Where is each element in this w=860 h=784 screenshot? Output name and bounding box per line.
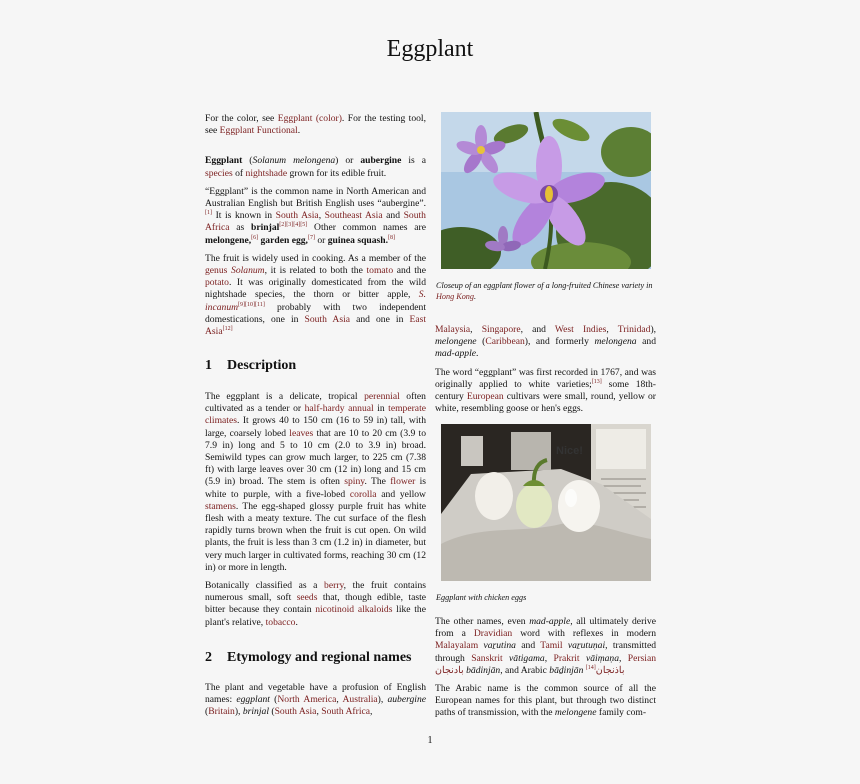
citation[interactable]: [7] <box>307 234 315 241</box>
text: , <box>318 210 325 222</box>
link-dravidian[interactable]: Dravidian <box>473 628 513 640</box>
text: ), and formerly <box>524 336 595 348</box>
description-block <box>205 391 426 635</box>
text: Other common names are <box>307 222 426 234</box>
text: is white to purple, with a five-lobed <box>205 476 426 500</box>
link-australia[interactable]: Australia <box>342 694 378 706</box>
persian-script: بادنجان <box>435 664 464 676</box>
text: like the plant's relative, <box>205 604 426 628</box>
text: and the <box>393 265 426 277</box>
bold-term: brinjal <box>251 222 280 234</box>
hatnote-text: . <box>297 125 301 137</box>
text: in <box>373 403 389 415</box>
text: , it is related to both the <box>264 265 367 277</box>
lead-paragraph-1 <box>205 155 426 179</box>
citation[interactable]: [1] <box>205 210 212 217</box>
link-south-africa[interactable]: South Africa <box>321 706 370 718</box>
eggplant-flower-image <box>441 112 651 269</box>
section-title: Description <box>227 358 297 373</box>
text: that are 10 to 20 cm (3.9 to 7.9 in) long and 5 to 10 cm (2.0 to 3.9 in) broad. Semiwild types can grow much larger, to 225 cm (7.38 ft) with large leaves over 30 cm (12 in) long and 15 cm (5.9 in) broad. The stem is often <box>205 427 426 488</box>
link-eggplant-functional[interactable]: Eggplant Functional <box>219 125 298 137</box>
link-hong-kong[interactable]: Hong Kong <box>436 292 474 301</box>
text: , <box>606 324 618 335</box>
flower-picture <box>441 112 651 269</box>
arabic-script: باذنجان <box>595 664 625 676</box>
link-spiny[interactable]: spiny <box>344 476 365 488</box>
bold-term: guinea squash. <box>327 234 389 246</box>
italic-term: vaṟutuṇai <box>567 640 606 652</box>
hatnote-text: For the color, see <box>205 113 278 124</box>
lead-paragraph-3 <box>205 253 426 338</box>
link-tamil[interactable]: Tamil <box>540 640 563 652</box>
link-nightshade[interactable]: nightshade <box>245 167 288 179</box>
link-tomato[interactable]: tomato <box>366 265 394 277</box>
text: Botanically classified as a <box>205 580 325 592</box>
link-eggplant-color[interactable]: Eggplant (color) <box>277 113 342 124</box>
citation[interactable]: [6] <box>251 234 259 241</box>
link-flower[interactable]: flower <box>390 476 416 488</box>
text: and <box>636 336 656 348</box>
link-south-africa[interactable]: South Africa <box>205 210 426 234</box>
text: , the fruit contains numerous small, soft <box>205 580 426 604</box>
bold-term: melongene, <box>205 234 252 246</box>
link-malaysia[interactable]: Malaysia <box>435 324 471 335</box>
text: word with reflexes in modern <box>512 628 656 640</box>
lead-paragraph-2 <box>205 186 426 247</box>
link-tobacco[interactable]: tobacco <box>265 616 296 628</box>
link-south-asia[interactable]: South Asia <box>304 313 351 325</box>
text: , and Arabic <box>500 664 550 676</box>
text: ( <box>242 155 253 167</box>
text: that, though edible, taste bitter because they contain <box>205 592 427 616</box>
text: as <box>229 222 252 234</box>
italic-term: brinjal <box>242 706 269 718</box>
link-prakrit[interactable]: Prakrit <box>553 652 580 664</box>
italic-term: eggplant <box>236 694 270 706</box>
bold-term: garden egg, <box>258 234 308 246</box>
link-malayalam[interactable]: Malayalam <box>435 640 479 652</box>
italic-term: vātigama <box>509 652 545 664</box>
link-perennial[interactable]: perennial <box>364 391 400 402</box>
text: , <box>619 652 628 664</box>
text: probably with two independent domestications, one in <box>205 301 426 325</box>
description-paragraph-1 <box>205 391 426 574</box>
text: , and <box>520 324 555 335</box>
italic-term: bādinjān <box>466 664 501 676</box>
citation[interactable]: [8] <box>388 234 396 241</box>
etymology-block <box>205 682 426 725</box>
right-paragraph-2 <box>435 367 656 416</box>
link-potato[interactable]: potato <box>205 277 229 289</box>
text: The plant and vegetable have a profusion of English names: <box>205 682 426 706</box>
section-heading-description <box>205 358 296 374</box>
bold-term: Eggplant <box>205 155 243 167</box>
figure-caption-eggs: Eggplant with chicken eggs <box>436 593 527 602</box>
text: . It was originally domesticated from the wild nightshade species, the thorn or bitter apple, <box>205 277 426 301</box>
bold-term: aubergine <box>360 155 402 167</box>
text: ( <box>268 706 275 718</box>
right-paragraph-3 <box>435 616 656 677</box>
text: The fruit is widely used in cooking. As a member of the <box>205 252 426 264</box>
egg-box-text: Nice! <box>556 445 583 457</box>
link-east-asia[interactable]: East Asia <box>205 313 426 338</box>
link-west-indies[interactable]: West Indies <box>554 324 607 335</box>
page-title: Eggplant <box>386 36 474 62</box>
eggplant-eggs-image <box>441 424 651 581</box>
text: , transmitted through <box>435 640 657 664</box>
text: , <box>336 694 343 706</box>
page-number: 1 <box>427 735 433 746</box>
citation[interactable]: [2][3][4][5] <box>279 222 308 229</box>
text: ), <box>377 694 388 706</box>
text: “Eggplant” is the common name in North American and Australian English but British English uses “aubergine”. <box>205 185 426 210</box>
right-paragraph-1 <box>435 324 656 361</box>
text: some 18th-century <box>435 378 656 403</box>
text: or <box>314 234 328 246</box>
link-singapore[interactable]: Singapore <box>481 324 521 335</box>
link-half-hardy-annual[interactable]: half-hardy annual <box>304 403 374 415</box>
text: grown for its edible fruit. <box>287 167 387 179</box>
text: , <box>316 706 322 718</box>
text: . The egg-shaped glossy purple fruit has white flesh with a meaty texture. The cut surface of the flesh rapidly turns brown when the fruit is cut open. On wild plants, the fruit is less than 3 cm (1.2 in) in diameter, but very much larger in cultivated forms, reaching 30 cm (12 in) or more in length. <box>205 500 426 573</box>
link-solanum[interactable]: Solanum <box>231 265 265 277</box>
link-species[interactable]: species <box>205 167 233 179</box>
text: , <box>544 652 554 664</box>
link-leaves[interactable]: leaves <box>289 427 314 439</box>
text: . The <box>364 476 391 488</box>
section-heading-etymology <box>205 650 411 666</box>
eggs-picture <box>441 424 651 581</box>
italic-term: mad-apple <box>529 616 571 627</box>
caption-text: . <box>473 292 477 301</box>
citation[interactable]: [13] <box>591 378 602 385</box>
italic-term: melongena <box>594 336 637 348</box>
text: family com- <box>596 707 647 719</box>
link-britain[interactable]: Britain <box>208 706 235 718</box>
link-stamens[interactable]: stamens <box>205 500 236 512</box>
italic-term: melongene <box>435 336 477 348</box>
text: ) or <box>335 155 361 167</box>
italic-term: bāḏinjān <box>549 664 584 676</box>
hatnote-text: . For the testing tool, see <box>205 113 426 137</box>
text: and <box>515 640 541 652</box>
italic-term: mad-apple <box>435 348 477 360</box>
text: ( <box>269 694 278 706</box>
right-column-top <box>435 324 656 421</box>
link-caribbean[interactable]: Caribbean <box>485 336 525 348</box>
link-temperate-climates[interactable]: temperate climates <box>205 403 426 427</box>
text: . <box>295 616 298 628</box>
right-column-bottom <box>435 616 656 726</box>
text: The Arabic name is the common source of all the European names for this plant, but through two distinct paths of transmission, with the <box>435 683 656 719</box>
text: , all ultimately derive from a <box>435 616 656 640</box>
section-number: 1 <box>205 358 212 373</box>
citation[interactable]: [12] <box>222 325 233 332</box>
hatnote <box>205 113 426 137</box>
left-column <box>205 113 426 344</box>
caption-text: Closeup of an eggplant flower of a long-fruited Chinese variety in <box>436 281 653 290</box>
text: and one in <box>350 313 410 325</box>
text: , <box>470 324 482 335</box>
link-european[interactable]: European <box>466 391 504 403</box>
link-corolla[interactable]: corolla <box>349 488 377 500</box>
text: ( <box>476 336 486 348</box>
text: ), <box>650 324 657 335</box>
text: and yellow <box>376 488 426 500</box>
text: cultivars were small, round, yellow or white, resembling goose or hen's eggs. <box>435 391 656 415</box>
italic-term: vāiṃaṇa <box>585 652 620 664</box>
text: The eggplant is a delicate, tropical <box>205 391 365 402</box>
text: . It grows 40 to 150 cm (16 to 59 in) tall, with large, coarsely lobed <box>205 415 426 439</box>
description-paragraph-2 <box>205 580 426 629</box>
italic-term: vaṟutina <box>483 640 516 652</box>
text: and <box>382 210 404 222</box>
right-paragraph-4 <box>435 683 656 720</box>
text: , <box>370 706 373 718</box>
section-title: Etymology and regional names <box>227 650 412 665</box>
text: It is known in <box>212 210 276 222</box>
text: of <box>232 167 246 179</box>
link-berry[interactable]: berry <box>324 580 344 592</box>
link-s-incanum[interactable]: S. incanum <box>205 289 426 313</box>
link-trinidad[interactable]: Trinidad <box>617 324 651 335</box>
text: ), <box>234 706 243 718</box>
link-persian[interactable]: Persian <box>627 652 657 664</box>
link-genus[interactable]: genus <box>205 265 228 277</box>
link-nicotinoid-alkaloids[interactable]: nicotinoid alkaloids <box>315 604 393 616</box>
text: often cultivated as a tender or <box>205 391 426 415</box>
italic-term: aubergine <box>387 694 426 706</box>
italic-term: melongene <box>554 707 597 719</box>
text: The other names, even <box>435 616 530 627</box>
italic-term: Solanum melongena <box>252 155 336 167</box>
link-sanskrit[interactable]: Sanskrit <box>471 652 503 664</box>
link-south-asia[interactable]: South Asia <box>275 210 319 222</box>
link-seeds[interactable]: seeds <box>296 592 318 604</box>
citation[interactable]: [9][10][11] <box>238 301 265 308</box>
link-north-america[interactable]: North America <box>277 694 337 706</box>
figure-caption-flower <box>436 280 658 302</box>
link-southeast-asia[interactable]: Southeast Asia <box>324 210 383 222</box>
text: ( <box>205 706 209 718</box>
etymology-paragraph-1 <box>205 682 426 719</box>
citation[interactable]: [14] <box>585 664 596 671</box>
link-south-asia[interactable]: South Asia <box>274 706 317 718</box>
text: The word “eggplant” was first recorded in 1767, and was originally applied to white varieties; <box>435 366 656 390</box>
section-number: 2 <box>205 650 212 665</box>
text: . <box>476 348 479 360</box>
text: is a <box>401 155 426 167</box>
